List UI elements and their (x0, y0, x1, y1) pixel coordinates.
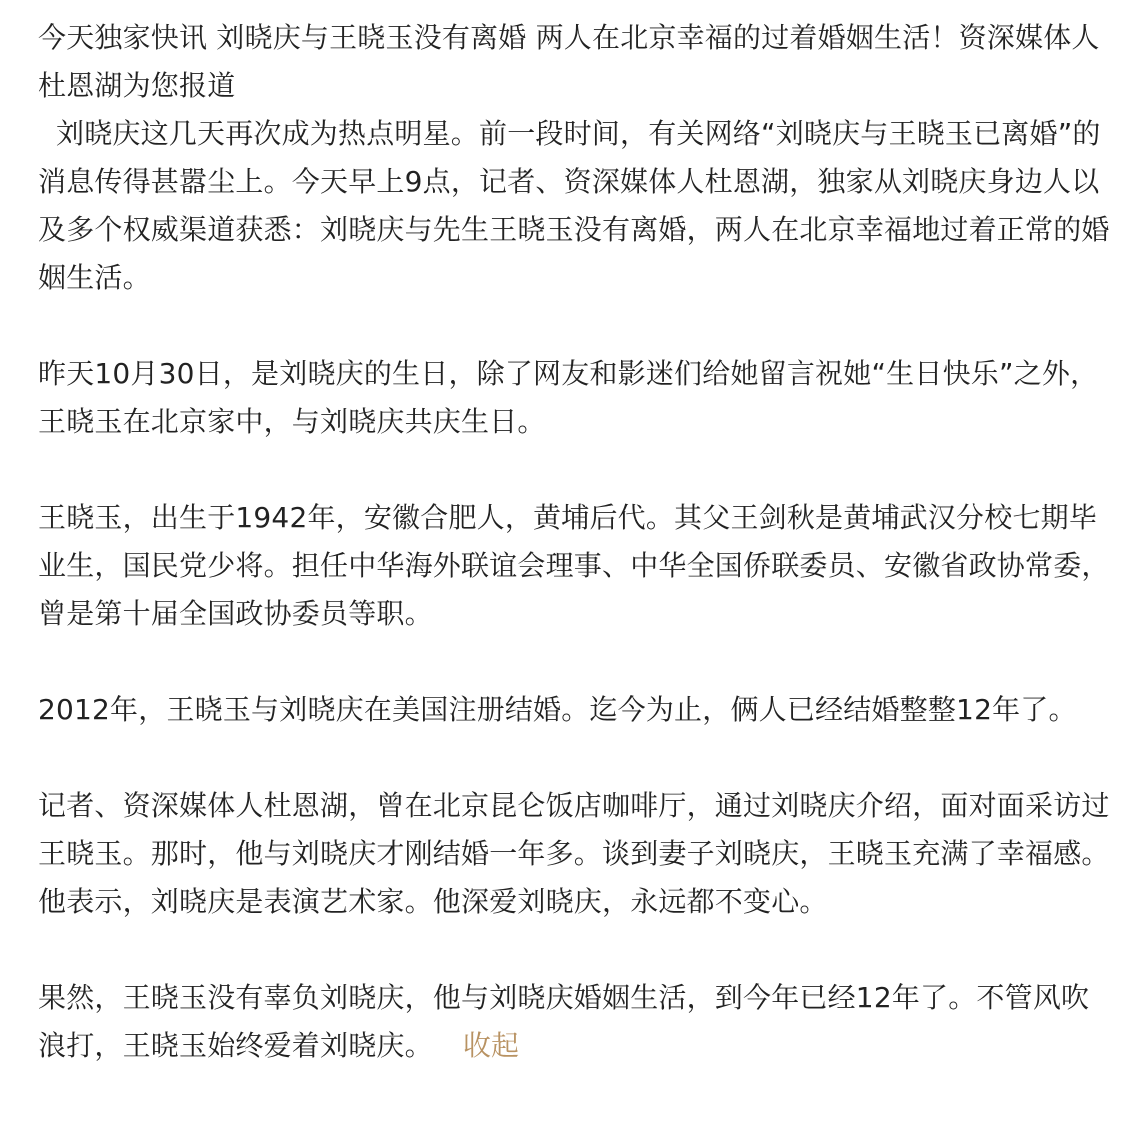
article-paragraph-4: 2012年，王晓玉与刘晓庆在美国注册结婚。迄今为止，俩人已经结婚整整12年了。 (38, 693, 1077, 726)
article-paragraph-6 (38, 974, 1116, 1070)
collapse-link[interactable]: 收起 (462, 1029, 520, 1062)
article-paragraph-5: 记者、资深媒体人杜恩湖，曾在北京昆仑饭店咖啡厅，通过刘晓庆介绍，面对面采访过王晓玉。那时，他与刘晓庆才刚结婚一年多。谈到妻子刘晓庆，王晓玉充满了幸福感。他表示，刘晓庆是表演艺术家。他深爱刘晓庆，永远都不变心。 (38, 789, 1110, 918)
article-paragraph-3: 王晓玉，出生于1942年，安徽合肥人，黄埔后代。其父王剑秋是黄埔武汉分校七期毕业生，国民党少将。担任中华海外联谊会理事、中华全国侨联委员、安徽省政协常委，曾是第十届全国政协委员等职。 (38, 501, 1110, 630)
article-headline: 今天独家快讯 刘晓庆与王晓玉没有离婚 两人在北京幸福的过着婚姻生活！资深媒体人杜恩湖为您报道 (38, 21, 1100, 102)
article-paragraph-2: 昨天10月30日，是刘晓庆的生日，除了网友和影迷们给她留言祝她“生日快乐”之外，王晓玉在北京家中，与刘晓庆共庆生日。 (38, 357, 1099, 438)
article-paragraph-6-text: 果然，王晓玉没有辜负刘晓庆，他与刘晓庆婚姻生活，到今年已经12年了。不管风吹浪打，王晓玉始终爱着刘晓庆。 (38, 981, 1090, 1062)
article-paragraph-1: 刘晓庆这几天再次成为热点明星。前一段时间，有关网络“刘晓庆与王晓玉已离婚”的消息传得甚嚣尘上。今天早上9点，记者、资深媒体人杜恩湖，独家从刘晓庆身边人以及多个权威渠道获悉：刘晓庆与先生王晓玉没有离婚，两人在北京幸福地过着正常的婚姻生活。 (38, 117, 1110, 294)
